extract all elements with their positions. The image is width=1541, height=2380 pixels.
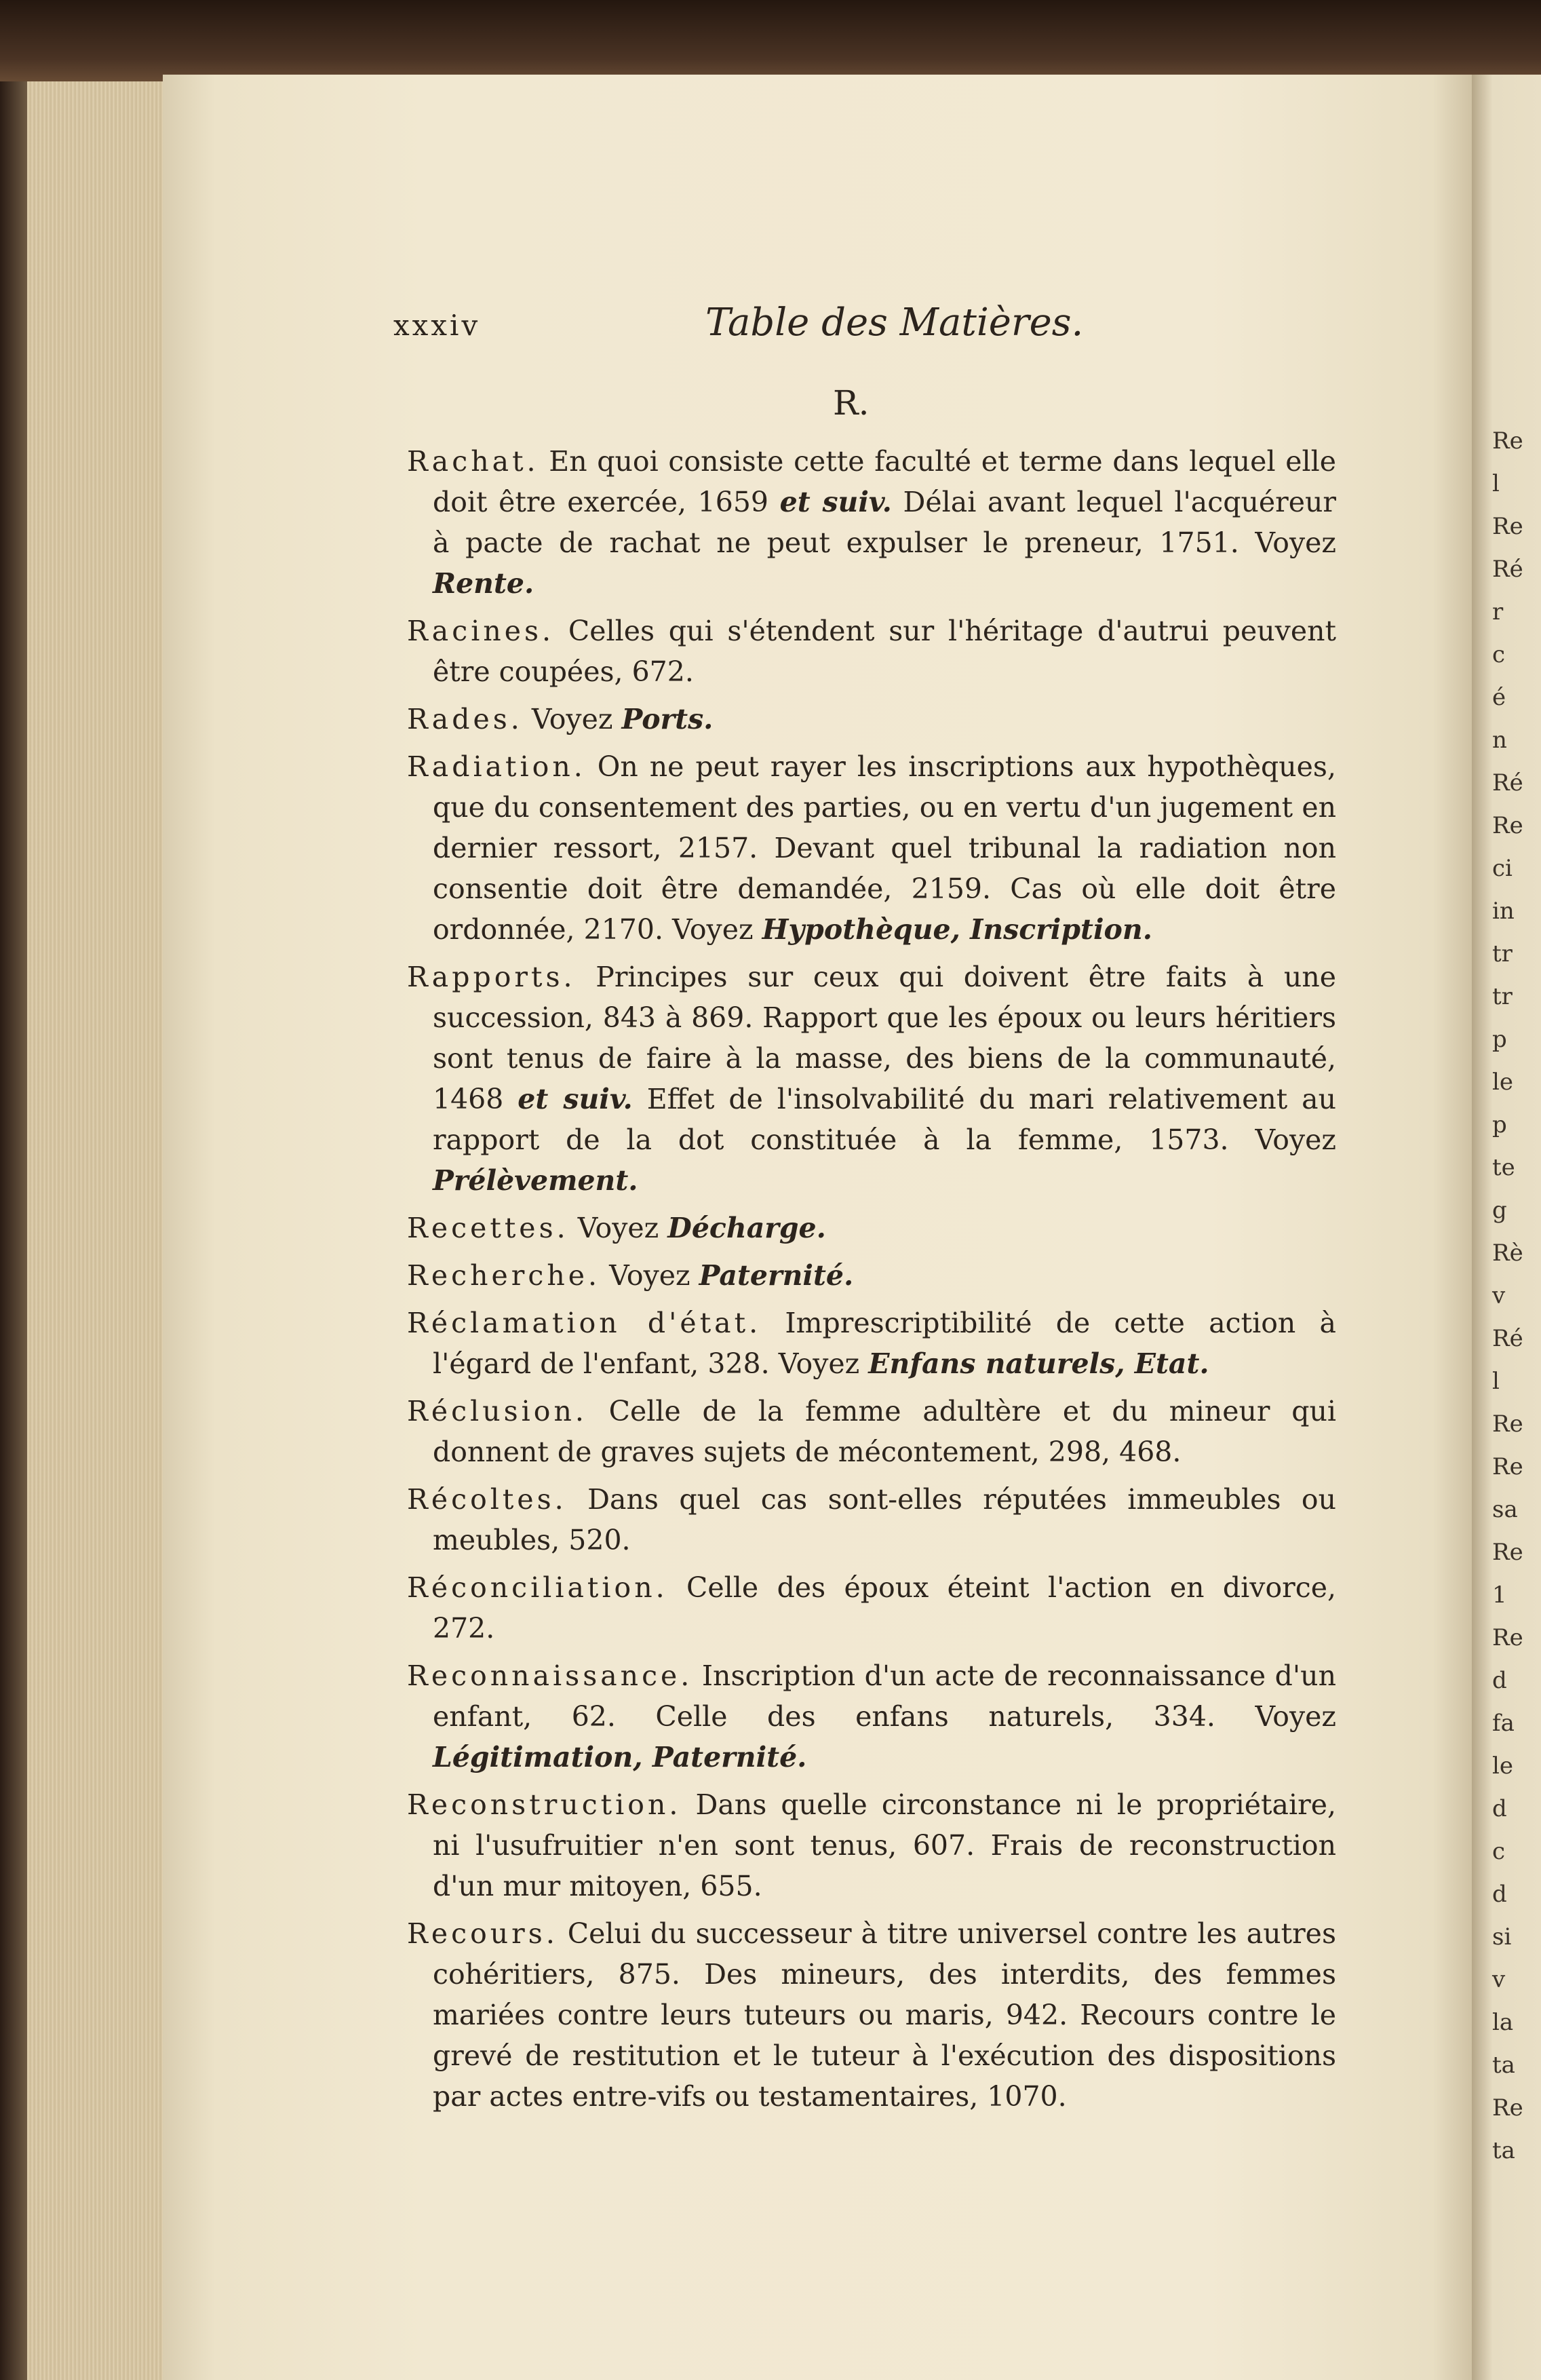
facing-page-fragment: Re	[1492, 427, 1523, 455]
facing-page-fragment: Re	[1492, 513, 1523, 540]
facing-page-fragment: Rè	[1492, 1240, 1523, 1267]
facing-page-fragment: Re	[1492, 2094, 1523, 2122]
facing-page-fragment: Re	[1492, 1624, 1523, 1651]
entry-term: Reconstruction.	[407, 1788, 682, 1821]
page-number: xxxiv	[393, 309, 481, 342]
facing-page-fragment: Ré	[1492, 1325, 1523, 1352]
entry-text: Voyez	[568, 1212, 668, 1244]
index-entries	[407, 441, 1336, 2124]
index-entry	[407, 699, 1336, 740]
facing-page-fragment: v	[1492, 1966, 1506, 1993]
facing-page-fragment: l	[1492, 470, 1500, 497]
entry-term: Réconciliation.	[407, 1571, 668, 1604]
facing-page-fragment: Re	[1492, 1539, 1523, 1566]
facing-page-fragment: d	[1492, 1667, 1507, 1694]
facing-page-fragment: d	[1492, 1881, 1507, 1908]
index-entry	[407, 1479, 1336, 1560]
facing-page-fragment: d	[1492, 1795, 1507, 1822]
facing-page-fragment: Ré	[1492, 769, 1523, 796]
entry-reference: Ports.	[621, 703, 714, 735]
entry-term: Rachat.	[407, 445, 539, 478]
entry-text: Dans quel cas sont-elles réputées immeubles ou meubles, 520.	[433, 1483, 1336, 1556]
index-entry	[407, 746, 1336, 950]
entry-text: En quoi consiste cette faculté et terme dans lequel elle doit être exercée, 1659	[433, 445, 1336, 518]
entry-term: Récoltes.	[407, 1483, 567, 1516]
entry-text: Celui du successeur à titre universel contre les autres cohéritiers, 875. Des mineurs, des interdits, des femmes mariées contre leurs tuteurs ou maris, 942. Recours contre le grevé de restitution et le tuteur à l'exécution des dispositions par actes entre-vifs ou testamentaires, 1070.	[433, 1917, 1336, 2113]
entry-term: Rades.	[407, 703, 523, 735]
entry-reference: Enfans naturels, Etat.	[868, 1347, 1209, 1380]
facing-page-fragment: g	[1492, 1197, 1507, 1224]
facing-page-fragment: la	[1492, 2009, 1514, 2036]
entry-text: Celles qui s'étendent sur l'héritage d'autrui peuvent être coupées, 672.	[433, 615, 1336, 688]
entry-text: Principes sur ceux qui doivent être faits à une succession, 843 à 869. Rapport que les époux ou leurs héritiers sont tenus de faire à la masse, des biens de la communauté, 1468	[433, 961, 1336, 1115]
index-entry	[407, 1913, 1336, 2117]
facing-page-fragment: fa	[1492, 1710, 1515, 1737]
facing-page-fragment: tr	[1492, 940, 1513, 967]
facing-page-fragment: ta	[1492, 2137, 1515, 2164]
index-entry	[407, 611, 1336, 692]
facing-page-fragment: ta	[1492, 2052, 1515, 2079]
facing-page-fragment: Ré	[1492, 556, 1523, 583]
entry-term: Réclamation d'état.	[407, 1307, 762, 1339]
entry-reference-2: Rente.	[433, 567, 534, 600]
facing-page-fragment: n	[1492, 727, 1507, 754]
facing-page-fragment: r	[1492, 598, 1504, 626]
entry-text-continued: Délai avant lequel l'acquéreur à pacte de rachat ne peut expulser le preneur, 1751. Voyez	[433, 486, 1336, 559]
book-spine-shadow	[0, 81, 27, 2380]
facing-page-fragment: l	[1492, 1368, 1500, 1395]
facing-page-fragment: 1	[1492, 1581, 1507, 1609]
facing-page-fragment: Re	[1492, 1410, 1523, 1438]
entry-text: Voyez	[600, 1259, 699, 1292]
index-entry	[407, 1303, 1336, 1384]
facing-page-fragment: in	[1492, 898, 1515, 925]
index-entry	[407, 957, 1336, 1201]
entry-text: Dans quelle circonstance ni le propriétaire, ni l'usufruitier n'en sont tenus, 607. Frais de reconstruction d'un mur mitoyen, 655.	[433, 1788, 1336, 1902]
facing-page-fragment: tr	[1492, 983, 1513, 1010]
entry-term: Reconnaissance.	[407, 1659, 693, 1692]
index-entry	[407, 1655, 1336, 1778]
entry-reference: et suiv.	[518, 1083, 633, 1115]
entry-reference: et suiv.	[779, 486, 892, 518]
facing-page-fragment: Re	[1492, 812, 1523, 839]
entry-term: Radiation.	[407, 750, 586, 783]
index-entry	[407, 1391, 1336, 1472]
facing-page-fragment: Re	[1492, 1453, 1523, 1480]
facing-page-fragment: ci	[1492, 855, 1513, 882]
entry-term: Réclusion.	[407, 1395, 587, 1427]
facing-page-fragment: p	[1492, 1026, 1507, 1053]
entry-reference: Paternité.	[699, 1259, 854, 1292]
entry-term: Recettes.	[407, 1212, 569, 1244]
section-letter: R.	[833, 383, 870, 423]
entry-text: Celle de la femme adultère et du mineur qui donnent de graves sujets de mécontement, 298, 468.	[433, 1395, 1336, 1468]
facing-page-fragment: é	[1492, 684, 1506, 711]
index-entry	[407, 1567, 1336, 1649]
facing-page-fragment: sa	[1492, 1496, 1518, 1523]
entry-term: Recherche.	[407, 1259, 601, 1292]
entry-text: Voyez	[522, 703, 622, 735]
entry-reference: Légitimation, Paternité.	[433, 1741, 807, 1773]
facing-page-fragment: le	[1492, 1752, 1513, 1780]
running-title: Table des Matières.	[705, 301, 1084, 345]
index-entry	[407, 441, 1336, 604]
entry-reference: Décharge.	[667, 1212, 826, 1244]
facing-page-edge	[1472, 75, 1541, 2380]
facing-page-fragment: te	[1492, 1154, 1515, 1181]
entry-term: Racines.	[407, 615, 555, 647]
book-cover-top	[0, 0, 1541, 85]
entry-term: Rapports.	[407, 961, 576, 993]
entry-text-continued: Effet de l'insolvabilité du mari relativement au rapport de la dot constituée à la femme, 1573. Voyez	[433, 1083, 1336, 1156]
facing-page-fragment: c	[1492, 641, 1506, 668]
entry-term: Recours.	[407, 1917, 558, 1950]
entry-text: Inscription d'un acte de reconnaissance d'un enfant, 62. Celle des enfans naturels, 334. Voyez	[433, 1659, 1336, 1733]
index-entry	[407, 1208, 1336, 1248]
running-head	[393, 301, 1336, 356]
facing-page-fragment: v	[1492, 1282, 1506, 1309]
facing-page-fragment: si	[1492, 1923, 1512, 1951]
entry-text: On ne peut rayer les inscriptions aux hypothèques, que du consentement des parties, ou en vertu d'un jugement en dernier ressort, 2157. Devant quel tribunal la radiation non consentie doit être demandée, 2159. Cas où elle doit être ordonnée, 2170. Voyez	[433, 750, 1336, 946]
entry-text: Celle des époux éteint l'action en divorce, 272.	[433, 1571, 1336, 1645]
facing-page-fragment: p	[1492, 1111, 1507, 1138]
facing-page-fragment: c	[1492, 1838, 1506, 1865]
entry-text: Imprescriptibilité de cette action à l'égard de l'enfant, 328. Voyez	[433, 1307, 1336, 1380]
index-entry	[407, 1784, 1336, 1906]
entry-reference-2: Prélèvement.	[433, 1164, 638, 1197]
index-entry	[407, 1255, 1336, 1296]
entry-reference: Hypothèque, Inscription.	[762, 913, 1152, 946]
facing-page-fragment: le	[1492, 1069, 1513, 1096]
